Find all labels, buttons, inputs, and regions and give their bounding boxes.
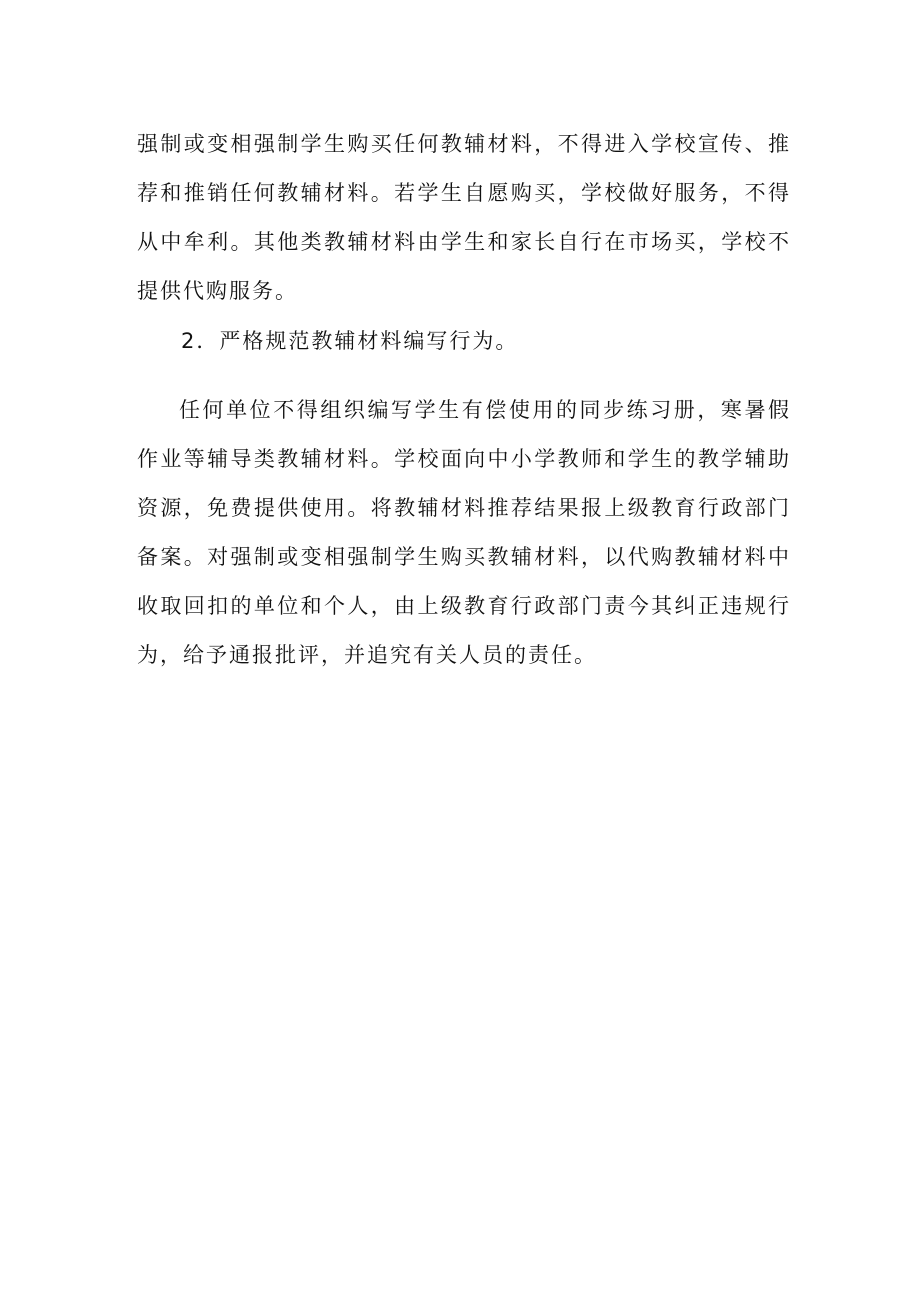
paragraph-body: 任何单位不得组织编写学生有偿使用的同步练习册，寒暑假作业等辅导类教辅材料。学校面向中小学教师和学生的教学辅助资源，免费提供使用。将教辅材料推荐结果报上级教育行政部门备案。对强制或变相强制学生购买教辅材料，以代购教辅材料中收取回扣的单位和个人，由上级教育行政部门责今其纠正违规行为，给予通报批评，并追究有关人员的责任。 (137, 398, 791, 667)
paragraph-continuation: 强制或变相强制学生购买任何教辅材料，不得进入学校宣传、推荐和推销任何教辅材料。若学生自愿购买，学校做好服务，不得从中牟利。其他类教辅材料由学生和家长自行在市场买，学校不提供代购服务。 (137, 132, 791, 303)
section-heading-2: 2．严格规范教辅材料编写行为。 (181, 329, 519, 353)
